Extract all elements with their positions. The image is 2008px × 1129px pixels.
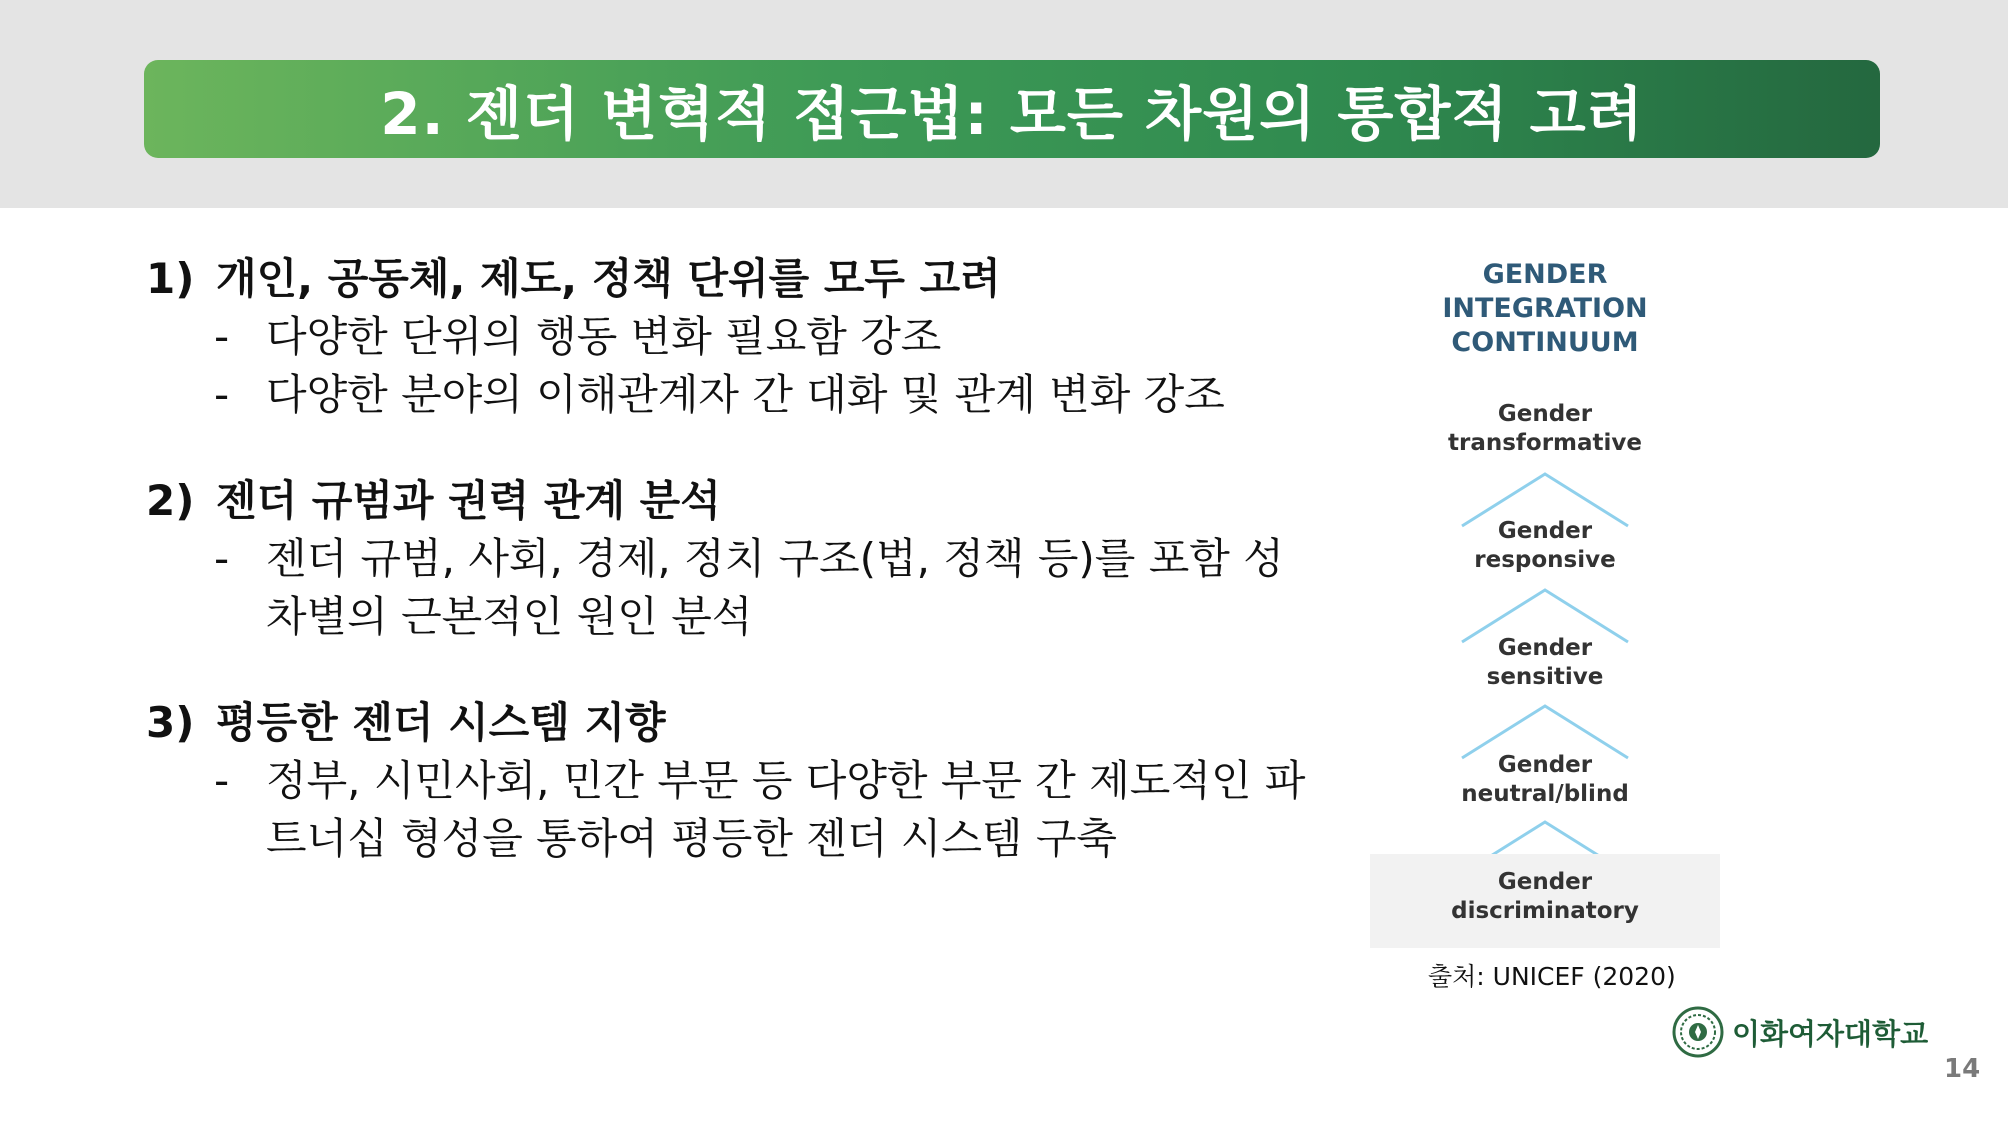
section-heading: [146, 694, 1306, 752]
section-heading-text: 개인, 공동체, 제도, 정책 단위를 모두 고려: [216, 254, 1001, 303]
page-number: 14: [1944, 1054, 1981, 1084]
figure-source: 출처: UNICEF (2020): [1428, 962, 1676, 991]
bullet-text: 다양한 분야의 이해관계자 간 대화 및 관계 변화 강조: [266, 370, 1225, 419]
bullet-text: 정부, 시민사회, 민간 부문 등 다양한 부문 간 제도적인 파트너십 형성을 통하여 평등한 젠더 시스템 구축: [266, 756, 1306, 863]
section-1: [146, 250, 1306, 424]
section-number: 2): [146, 476, 195, 525]
dash-marker: -: [214, 370, 230, 419]
dash-marker: -: [214, 534, 230, 583]
stage-line: Gender: [1497, 635, 1593, 661]
figure-title-line: CONTINUUM: [1451, 327, 1639, 358]
stage-line: Gender: [1497, 752, 1593, 778]
stage-line: Gender: [1497, 869, 1593, 895]
section-heading-text: 평등한 젠더 시스템 지향: [216, 698, 666, 747]
bullet-text: 젠더 규범, 사회, 경제, 정치 구조(법, 정책 등)를 포함 성차별의 근본적인 원인 분석: [266, 534, 1284, 641]
slide-title: 2. 젠더 변혁적 접근법: 모든 차원의 통합적 고려: [380, 80, 1644, 148]
stage-neutral-blind: [1370, 751, 1720, 809]
section-number: 3): [146, 698, 195, 747]
stage-sensitive: [1370, 634, 1720, 692]
stage-responsive: [1370, 517, 1720, 575]
section-heading: [146, 250, 1306, 308]
dash-marker: -: [214, 312, 230, 361]
bullet-text: 다양한 단위의 행동 변화 필요함 강조: [266, 312, 942, 361]
bullet-item: [146, 308, 1306, 366]
bullet-item: [146, 530, 1306, 646]
dash-marker: -: [214, 756, 230, 805]
stage-line: responsive: [1474, 547, 1616, 573]
university-seal-icon: [1672, 1006, 1724, 1058]
bullet-item: [146, 366, 1306, 424]
section-2: [146, 472, 1306, 646]
stage-line: discriminatory: [1451, 898, 1639, 924]
bullet-item: [146, 752, 1306, 868]
figure-title-line: GENDER: [1482, 259, 1608, 290]
stage-transformative: [1370, 400, 1720, 458]
stage-line: neutral/blind: [1461, 781, 1629, 807]
stage-discriminatory: [1370, 854, 1720, 948]
stage-line: sensitive: [1486, 664, 1604, 690]
university-name: 이화여자대학교: [1732, 1016, 1929, 1051]
section-heading: [146, 472, 1306, 530]
figure-title-line: INTEGRATION: [1442, 293, 1648, 324]
figure-title: [1370, 258, 1720, 360]
section-heading-text: 젠더 규범과 권력 관계 분석: [216, 476, 721, 525]
stage-line: Gender: [1497, 518, 1593, 544]
gender-continuum-figure: [1370, 258, 1720, 948]
content-area: [146, 250, 1306, 916]
section-number: 1): [146, 254, 195, 303]
stage-line: Gender: [1497, 401, 1593, 427]
university-logo: [1672, 1006, 1928, 1058]
title-bar: [144, 60, 1880, 158]
section-3: [146, 694, 1306, 868]
stage-line: transformative: [1447, 430, 1643, 456]
